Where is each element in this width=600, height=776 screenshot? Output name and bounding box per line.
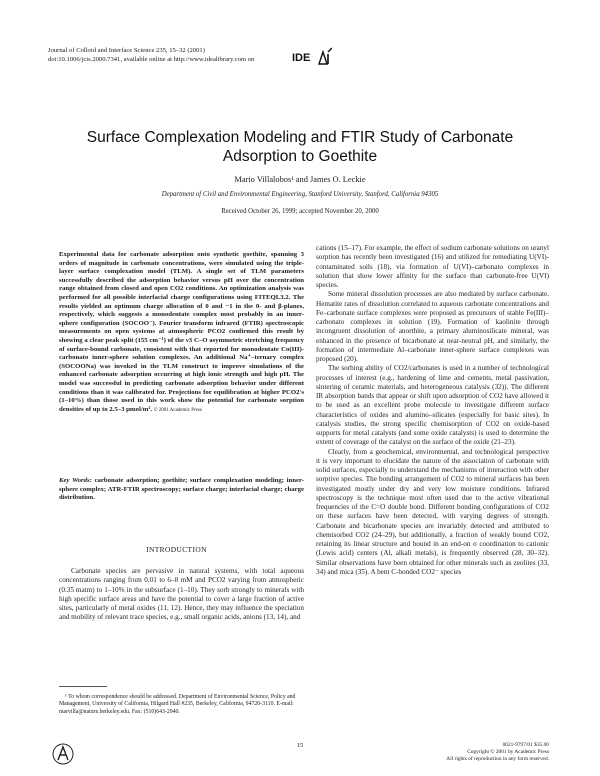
doi-line[interactable]: doi:10.1006/jcis.2000.7341, available online at http://www.idealibrary.com on <box>48 56 255 63</box>
body-paragraph: Clearly, from a geochemical, environmental, and technological perspective it is very important to elucidate the nature of the association of carbonate with solid surfaces, especially to understand the mechanisms of interaction with other sorptive species. The bonding arrangement of CO2 to mineral surfaces has been investigated mostly under dry and very low moisture conditions. Infrared spectroscopy is the technique most often used due to the active vibrational frequencies of the C=O double bond. Different bonding configurations of CO2 on these surfaces have been detected, with varying degrees of strength. Carbonate and bicarbonate species are invariably detected and attributed to chemisorbed CO2 (24–29), but additionally, a fraction of weakly bound CO2, retaining its linear structure and bound in an end-on σ coordination to cationic (Lewis acid) centers (Al, alkali metals), is frequently observed (28, 30–32). Similar observations have been obtained for other minerals such as zeolites (33, 34) and mica (35). A bent C-bonded CO2⁻ species <box>316 447 549 576</box>
abstract-copyright: © 2001 Academic Press <box>153 407 202 413</box>
keywords-list: carbonate adsorption; goethite; surface complexation modeling; inner-sphere complex; ATR-FTIR spectroscopy; surface charge; interfacial charge; charge distribution. <box>59 477 305 502</box>
journal-citation: Journal of Colloid and Interface Science 235, 15–32 (2001) <box>48 47 205 54</box>
intro-heading: INTRODUCTION <box>146 545 207 554</box>
keywords <box>59 477 304 503</box>
ideal-logo <box>292 46 332 68</box>
received-date: Received October 26, 1999; accepted November 20, 2000 <box>221 208 379 215</box>
body-paragraph: Some mineral dissolution processes are also mediated by surface carbonate. Hematite rates of dissolution correlated to aqueous carbonate concentrations and Fe–carbonate surface complexes were proposed as precursors of stable Fe(III)–carbonato complexes in solution (19). Formation of kaolinite through incongruent dissolution of anorthite, a primary aluminosilicate mineral, was enhanced in the presence of bicarbonate at near-neutral pH, and similarly, the formation of intermediate Al–carbonate inner-sphere surface complexes was proposed (20). <box>316 290 549 363</box>
page-number: 15 <box>296 742 304 749</box>
keywords-label: Key Words: <box>59 477 92 484</box>
affiliation: Department of Civil and Environmental Engineering, Stanford University, Stanford, California 94305 <box>161 191 439 198</box>
copyright-block <box>420 742 549 763</box>
body-paragraph: The sorbing ability of CO2/carbonates is used in a number of technological processes of interest (e.g., hardening of lime and cements, metal passivation, sintering of ceramic materials, and heterogeneous catalysis (32)). The different IR absorption bands that appear or shift upon adsorption of CO2 have allowed it to be used as an excellent probe molecule to investigate different surface characteristics of oxides and alumino–silicates (especially for basic sites). In catalysis studies, the strong specific chemisorption of CO2 on oxide-based supports for metal catalysts (and some oxide catalysts) is used to determine the extent of coverage of the catalyst on the surface of the oxide (21–23). <box>316 364 549 447</box>
intro-paragraph: Carbonate species are pervasive in natural systems, with total aqueous concentrations ranging from 0.01 to 6–8 mM and PCO2 varying from atmospheric (0.35 matm) to 1–10% in the subsurface (1–10). They sorb strongly to minerals with high specific surface areas and have the potential to cover a large fraction of active sites, particularly of metal oxides (11, 12). Hence, they may influence the speciation and mobility of relevant trace species, e.g., small organic acids, anions (13, 14), and <box>59 567 304 622</box>
footnote-rule <box>59 686 107 687</box>
footnote <box>59 694 297 716</box>
issn-line: 0021-9797/01 $35.00 <box>502 742 549 748</box>
body-paragraph: cations (15–17). For example, the effect of sodium carbonate solutions on uranyl sorption has recently been investigated (16) and utilized for remediating U(VI)-contaminated soils (18), via formation of U(VI)–carbonato complexes in solution that show lower affinity for the surface than carbonate-free U(VI) species. <box>316 244 549 289</box>
right-column <box>316 244 549 577</box>
footnote-text: ¹ To whom correspondence should be addressed. Department of Environmental Science, Policy and Management, University of California, Hilgard Hall #235, Berkeley, California, 94720-3110. E-mail: marvilla@nature.berkeley.edu. Fax: (510)643-2940. <box>59 694 296 715</box>
authors: Mario Villalobos¹ and James O. Leckie <box>234 175 366 184</box>
rights-line: All rights of reproduction in any form reserved. <box>446 756 549 762</box>
svg-text:IDE: IDE <box>292 52 311 64</box>
abstract <box>59 251 304 415</box>
journal-header <box>48 46 254 64</box>
article-title: Surface Complexation Modeling and FTIR Study of Carbonate Adsorption to Goethite <box>86 129 514 165</box>
copyright-line: Copyright © 2001 by Academic Press <box>467 749 549 755</box>
abstract-text: Experimental data for carbonate adsorption onto synthetic goethite, spanning 3 orders of magnitude in carbonate concentrations, were simulated using the triple-layer surface complexation model (TLM). A single set of TLM parameters successfully described the adsorption behavior versus pH over the concentration range obtained from closed and open CO2 conditions. An optimization analysis was performed for all possible interfacial charge configurations using FITEQL3.2. The results yielded an optimum charge allocation of 0 and −1 in the 0- and β-planes, respectively, which suggests a monodentate complex most probably in an inner-sphere configuration (SOCOO⁻). Fourier transform infrared (FTIR) spectroscopic measurements on open systems at atmospheric PCO2 confirmed this result by showing a clear peak split (155 cm⁻¹) of the ν3 C–O asymmetric stretching frequency of surface-bound carbonate, consistent with that reported for monodentate Co(III)-carbonato inner-sphere solution complexes. An additional Na⁺–ternary complex (SOCOONa) was invoked in the TLM construct to improve simulations of the enhanced carbonate adsorption occurring at high ionic strength and high pH. The model was successful in predicting carbonate adsorption behavior under different conditions than it was calibrated for. Projections for equilibration at higher PCO2's (1–10%) than those used in this work show the potential for carbonate sorption densities of up to 2.5–3 μmol/m². <box>59 251 304 413</box>
intro-column <box>59 567 304 623</box>
